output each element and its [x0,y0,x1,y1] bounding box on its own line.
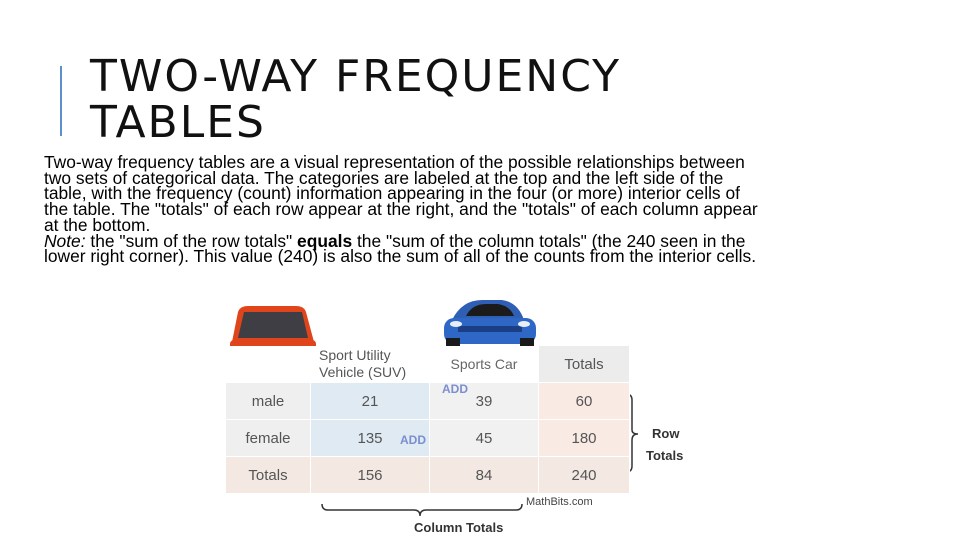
table-row [226,383,630,420]
note-text-1: the "sum of the row totals" [85,230,298,251]
slide-title [90,51,622,148]
header-suv-line-2: Vehicle (SUV) [319,364,407,380]
header-sports-car: Sports Car [430,346,539,383]
sports-car-illustration [444,300,536,347]
credit-text: MathBits.com [526,496,593,508]
cell-value: 45 [430,420,539,457]
add-column-label: ADD [400,433,426,447]
cell-value: 39 [430,383,539,420]
header-suv-line-1: Sport Utility [319,347,391,363]
column-total: 156 [311,457,430,494]
note-label: Note: [44,230,86,251]
note-equals: equals [297,230,353,251]
row-total: 60 [539,383,630,420]
row-label: Totals [226,457,311,494]
row-label: male [226,383,311,420]
row-label: female [226,420,311,457]
table-row [226,457,630,494]
header-corner-cell [226,346,311,383]
body-text-main: Two-way frequency tables are a visual representation of the possible relationships between two sets of categorical data. The categories are labeled at the top and the left side of the table, with the frequency (count) information appearing in the four (or more) interior cells of the table. The "totals" of each row appear at the right, and the "totals" of each column appear at the bottom. [44,152,758,235]
grand-total: 240 [539,457,630,494]
slide-title-line-2: TABLES [90,97,266,148]
cell-value: 135 [311,420,430,457]
slide-title-line-1: TWO-WAY FREQUENCY [90,51,622,102]
row-totals-label-line-2: Totals [646,448,684,463]
column-totals-label: Column Totals [414,520,504,535]
add-row-label: ADD [442,382,468,396]
column-total: 84 [430,457,539,494]
note-text-2: the "sum of the column totals" (the 240 seen in the lower right corner). This value (240) is also the sum of all of the counts from the interior cells. [44,230,757,267]
row-total: 180 [539,420,630,457]
table-header-row [226,346,630,383]
row-totals-label-line-1: Row [652,426,680,441]
frequency-table-figure [226,300,696,540]
header-suv [311,346,430,383]
body-paragraph [44,152,764,267]
header-totals: Totals [539,346,630,383]
column-totals-brace [322,504,522,516]
table-row [226,420,630,457]
cell-value: 21 [311,383,430,420]
title-accent-bar [60,66,62,136]
frequency-table [226,346,630,494]
